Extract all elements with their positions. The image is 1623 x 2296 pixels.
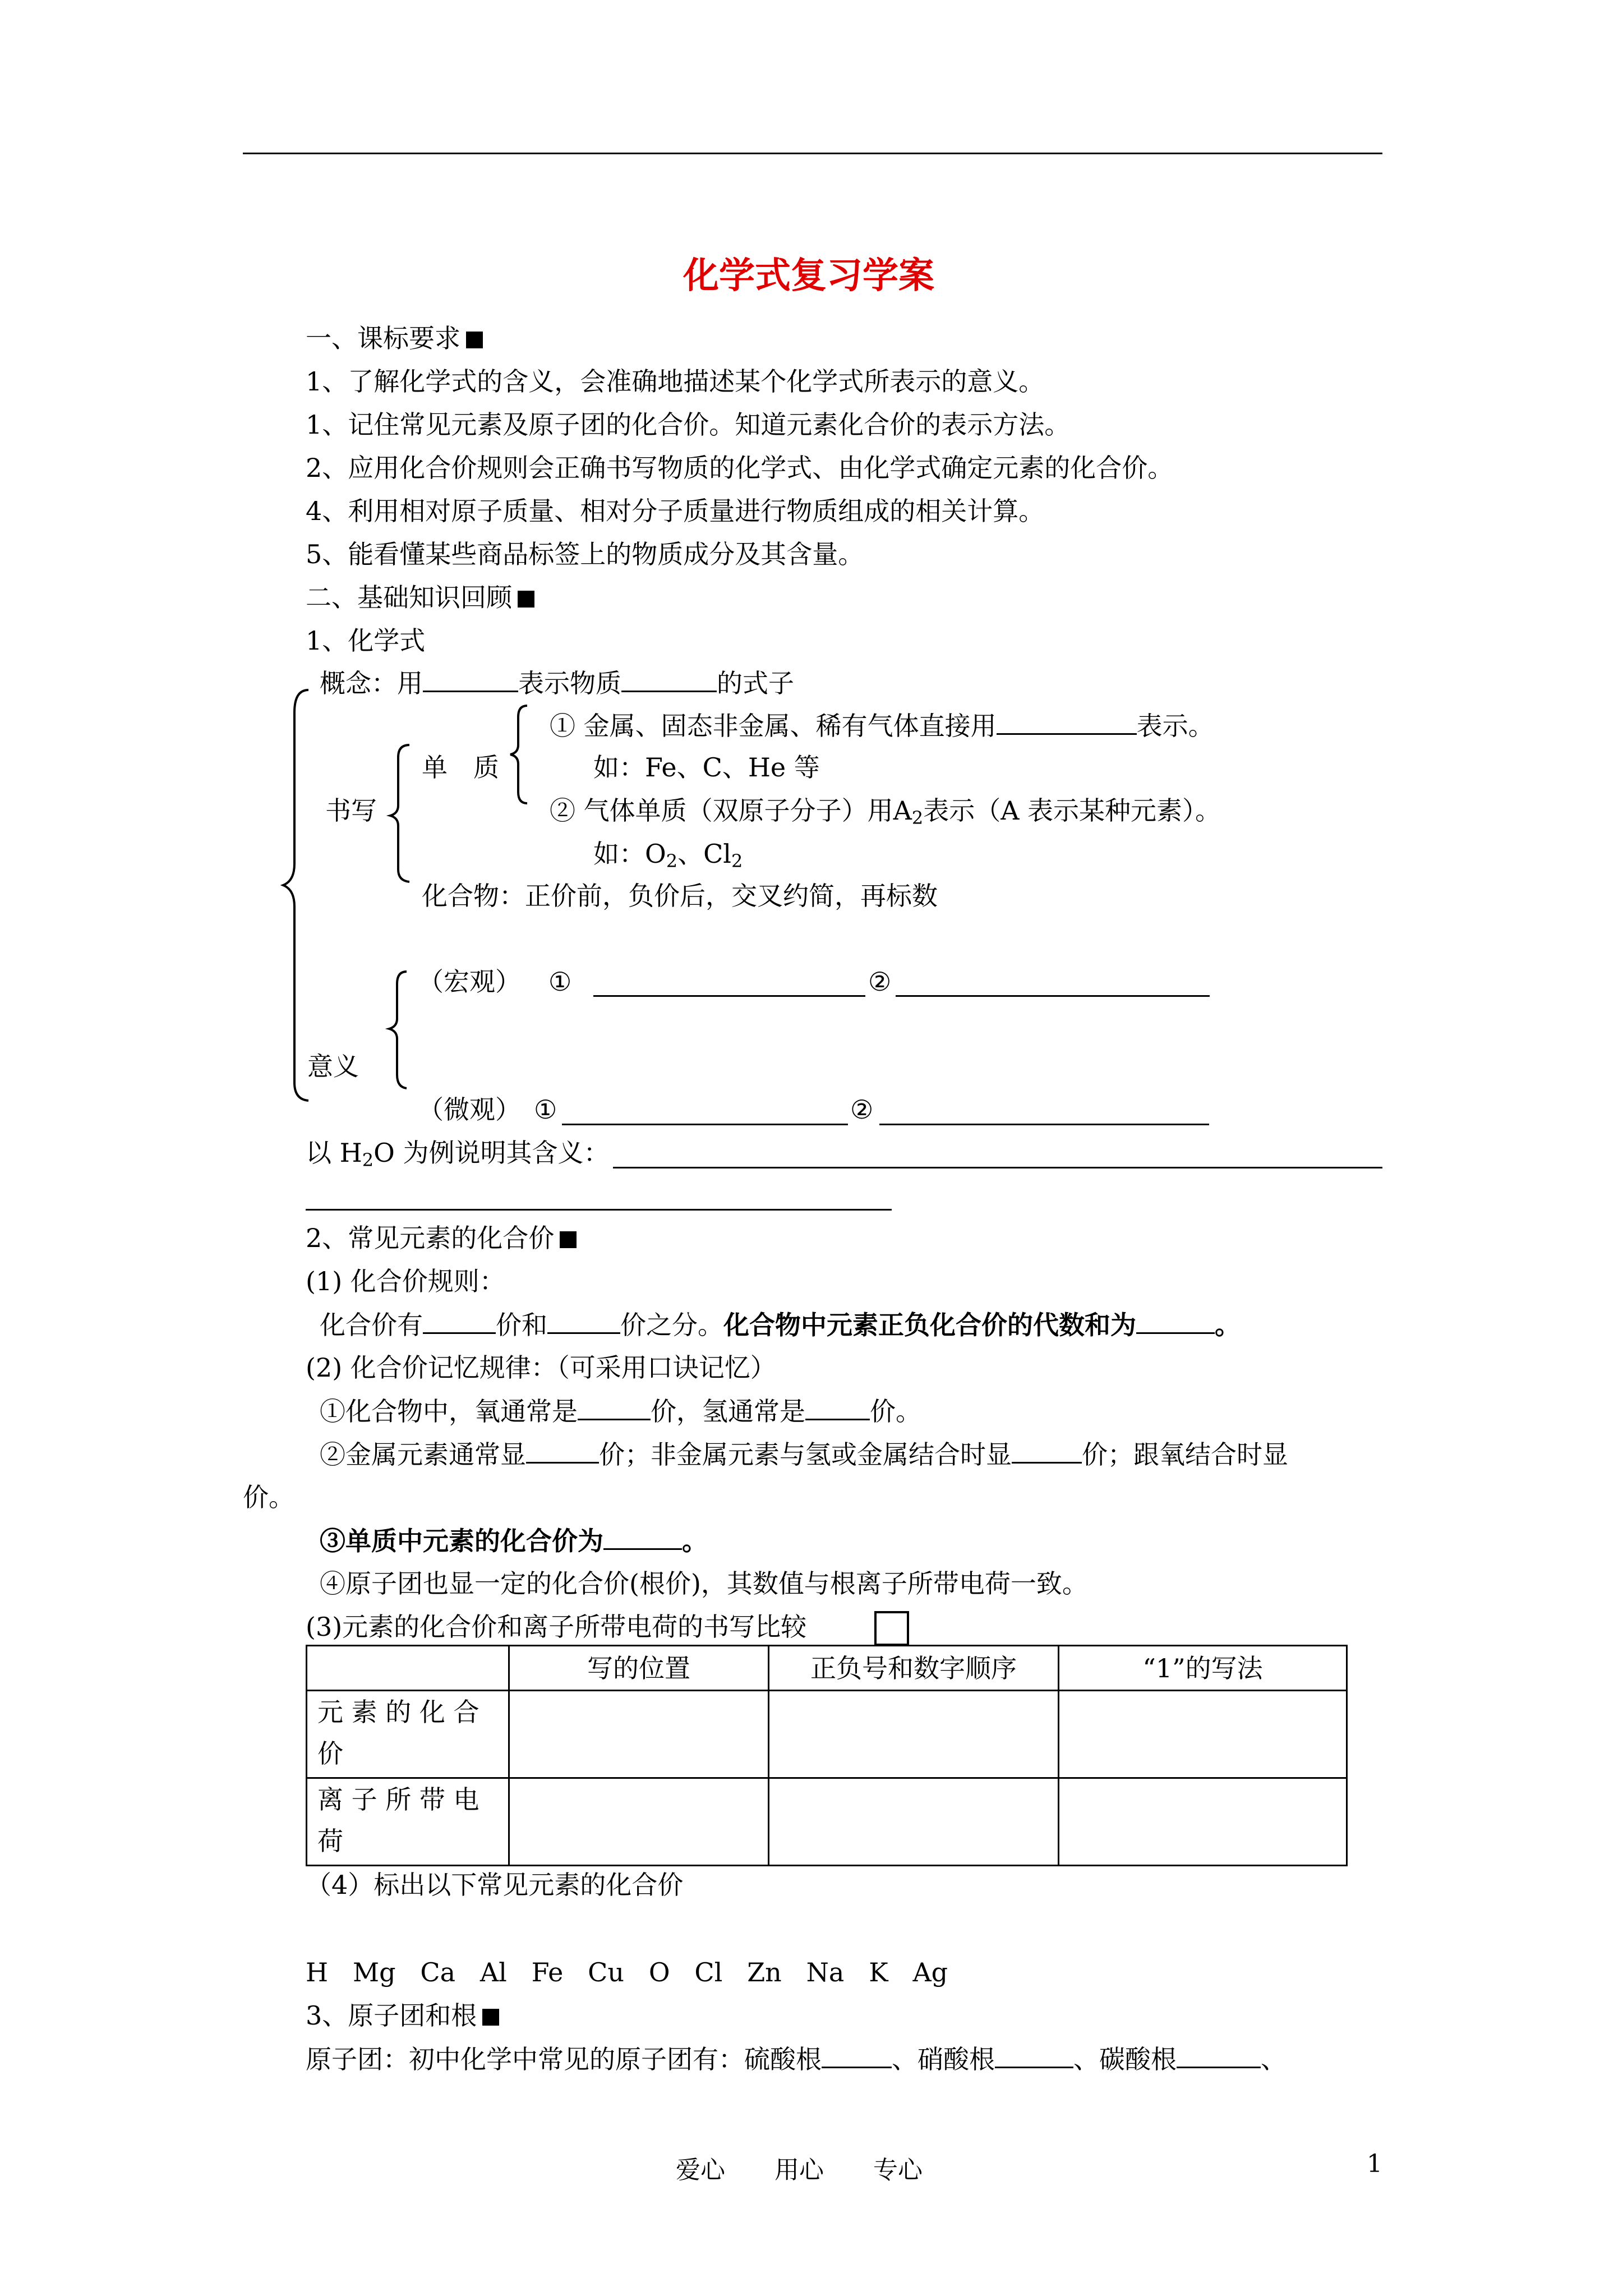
table-cell[interactable] bbox=[1059, 1778, 1347, 1866]
mark-valence-title: （4）标出以下常见元素的化合价 bbox=[306, 1870, 684, 1900]
page-number: 1 bbox=[1367, 2150, 1382, 2178]
header-rule bbox=[243, 153, 1382, 154]
write-label: 书写 bbox=[325, 795, 377, 826]
memory-rule-2: ②金属元素通常显 价；非金属元素与氢或金属结合时显 价；跟氧结合时显 bbox=[320, 1437, 1288, 1471]
table-row bbox=[307, 1691, 1347, 1778]
fill-blank[interactable] bbox=[621, 666, 717, 692]
table-cell[interactable] bbox=[769, 1778, 1059, 1866]
micro-label: （微观） bbox=[418, 1094, 521, 1125]
fill-blank[interactable] bbox=[578, 1394, 651, 1420]
rule-line: 化合价有 价和 价之分。化合物中元素正负化合价的代数和为 。 bbox=[320, 1308, 1241, 1342]
compound-rule: 化合物：正价前，负价后，交叉约简，再标数 bbox=[422, 881, 938, 911]
h2o-line: 以 $H_2O$ 为例说明其含义： bbox=[306, 1138, 610, 1171]
fill-blank[interactable] bbox=[423, 1308, 496, 1334]
table-row-label: 离 子 所 带 电 荷 bbox=[307, 1778, 509, 1866]
memory-rule-4: ④原子团也显一定的化合价(根价)，其数值与根离子所带电荷一致。 bbox=[320, 1568, 1088, 1599]
comparison-table bbox=[306, 1645, 1348, 1866]
compare-title: (3)元素的化合价和离子所带电荷的书写比较 bbox=[306, 1612, 807, 1642]
memory-rule-3: ③单质中元素的化合价为 。 bbox=[320, 1524, 708, 1558]
memory-rule-2-tail: 价。 bbox=[243, 1482, 294, 1512]
table-cell[interactable] bbox=[509, 1778, 769, 1866]
fill-blank[interactable] bbox=[997, 708, 1137, 735]
section3-heading: 2、常见元素的化合价 bbox=[306, 1221, 577, 1255]
section1-item: 5、能看懂某些商品标签上的物质成分及其含量。 bbox=[306, 539, 864, 569]
table-cell[interactable] bbox=[769, 1691, 1059, 1778]
footer-motto: 爱心 用心 专心 bbox=[676, 2156, 923, 2184]
table-cell[interactable] bbox=[1059, 1691, 1347, 1778]
table-header-cell: 正负号和数字顺序 bbox=[769, 1646, 1059, 1691]
micro-num-1: ① bbox=[534, 1094, 557, 1125]
concept-line: 概念：用 表示物质 的式子 bbox=[320, 666, 794, 700]
table-header-cell bbox=[307, 1646, 509, 1691]
answer-line[interactable] bbox=[896, 995, 1210, 997]
table-header-row bbox=[307, 1646, 1347, 1691]
rule2-example: 如：$O_2$、$Cl_2$ bbox=[593, 839, 743, 872]
macro-num-2: ② bbox=[868, 967, 892, 997]
checkbox[interactable] bbox=[874, 1611, 909, 1646]
single-label: 单 质 bbox=[422, 752, 499, 783]
fill-blank[interactable] bbox=[1012, 1437, 1082, 1464]
answer-line[interactable] bbox=[306, 1209, 892, 1211]
micro-num-2: ② bbox=[850, 1094, 874, 1125]
fill-blank[interactable] bbox=[603, 1524, 682, 1550]
memory-title: (2) 化合价记忆规律：（可采用口诀记忆） bbox=[306, 1352, 776, 1383]
rule-title: (1) 化合价规则： bbox=[306, 1266, 505, 1296]
radical-line: 原子团：初中化学中常见的原子团有：硫酸根 、硝酸根 、碳酸根 、 bbox=[306, 2042, 1287, 2076]
fill-blank[interactable] bbox=[526, 1437, 599, 1464]
memory-rule-1: ①化合物中，氧通常是 价，氢通常是 价。 bbox=[320, 1394, 921, 1428]
rule1-example: 如：Fe、C、He 等 bbox=[593, 752, 820, 783]
black-square-icon bbox=[466, 332, 483, 348]
section4-heading: 3、原子团和根 bbox=[306, 1999, 499, 2032]
section1-heading: 一、课标要求 bbox=[306, 321, 483, 355]
fill-blank[interactable] bbox=[995, 2042, 1073, 2068]
table-header-cell: “1”的写法 bbox=[1059, 1646, 1347, 1691]
fill-blank[interactable] bbox=[1177, 2042, 1261, 2068]
table-row bbox=[307, 1778, 1347, 1866]
section1-item: 1、记住常见元素及原子团的化合价。知道元素化合价的表示方法。 bbox=[306, 409, 1071, 440]
brace-single bbox=[505, 701, 538, 808]
table-cell[interactable] bbox=[509, 1691, 769, 1778]
answer-line[interactable] bbox=[879, 1124, 1209, 1125]
fill-blank[interactable] bbox=[1136, 1308, 1215, 1334]
rule1-line: ① 金属、固态非金属、稀有气体直接用 表示。 bbox=[550, 708, 1214, 743]
section2-heading: 二、基础知识回顾 bbox=[306, 581, 534, 614]
element-symbols: H Mg Ca Al Fe Cu O Cl Zn Na K Ag bbox=[306, 1957, 948, 1987]
meaning-label: 意义 bbox=[307, 1051, 359, 1082]
macro-num-1: ① bbox=[548, 967, 572, 997]
black-square-icon bbox=[518, 591, 534, 608]
fill-blank[interactable] bbox=[805, 1394, 870, 1420]
section1-item: 1、了解化学式的含义，会准确地描述某个化学式所表示的意义。 bbox=[306, 366, 1045, 397]
answer-line[interactable] bbox=[562, 1124, 848, 1125]
answer-line[interactable] bbox=[593, 995, 865, 997]
page-title: 化学式复习学案 bbox=[683, 255, 934, 297]
section1-item: 4、利用相对原子质量、相对分子质量进行物质组成的相关计算。 bbox=[306, 496, 1045, 526]
fill-blank[interactable] bbox=[822, 2042, 892, 2068]
table-header-cell: 写的位置 bbox=[509, 1646, 769, 1691]
rule2-line: ② 气体单质（双原子分子）用$A_2$表示（A 表示某种元素）。 bbox=[550, 795, 1221, 829]
table-row-label: 元 素 的 化 合 价 bbox=[307, 1691, 509, 1778]
section1-item: 2、应用化合价规则会正确书写物质的化学式、由化学式确定元素的化合价。 bbox=[306, 453, 1174, 483]
macro-label: （宏观） bbox=[418, 967, 521, 997]
subheading-chemical-formula: 1、化学式 bbox=[306, 625, 426, 656]
black-square-icon bbox=[482, 2009, 499, 2026]
fill-blank[interactable] bbox=[547, 1308, 620, 1334]
black-square-icon bbox=[560, 1231, 577, 1248]
answer-line[interactable] bbox=[613, 1167, 1382, 1168]
